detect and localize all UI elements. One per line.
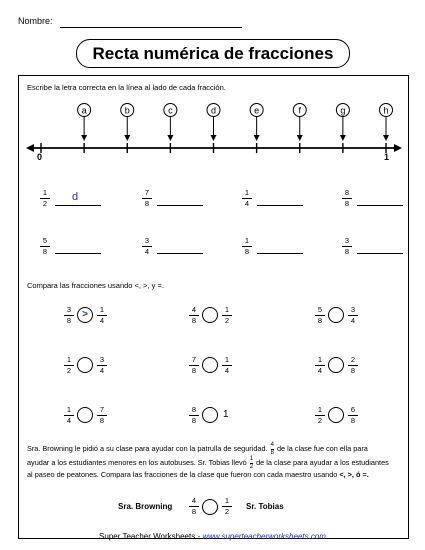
svg-text:g: g: [340, 105, 346, 116]
letter-marker-a: [78, 104, 91, 142]
instruction-2: Compara las fracciones usando <, >, y =.: [27, 281, 164, 290]
left-fraction: 1 2: [315, 405, 325, 425]
wp-text-3: de la clase para ayudar a los estudiantes al paseo de peatones. Compara las fracciones de la clase que fueron con cada maestro usando: [27, 457, 389, 479]
svg-text:h: h: [383, 105, 389, 116]
left-fraction: 8 8: [189, 405, 199, 425]
wp-symbols: <, >, ó =.: [339, 470, 369, 479]
answer-line[interactable]: [357, 205, 403, 206]
compare-circle[interactable]: [202, 307, 218, 323]
svg-text:e: e: [254, 105, 260, 116]
right-fraction: 2 8: [348, 355, 358, 375]
right-fraction: 1 2: [222, 305, 232, 325]
letter-marker-c: [164, 104, 177, 142]
left-fraction: 1 4: [64, 405, 74, 425]
wp-right-fraction: 1 2: [222, 496, 232, 516]
fraction: 3 8: [342, 236, 352, 256]
right-fraction: 1 4: [222, 355, 232, 375]
instruction-1: Escribe la letra correcta en la línea al lado de cada fracción.: [27, 83, 226, 92]
right-teacher: Sr. Tobias: [246, 502, 284, 511]
compare-circle[interactable]: [77, 357, 93, 373]
right-fraction: 7 8: [97, 405, 107, 425]
right-fraction: 1 4: [97, 305, 107, 325]
letter-marker-d: [207, 104, 220, 142]
svg-text:a: a: [81, 105, 87, 116]
left-teacher: Sra. Browning: [118, 502, 173, 511]
answer-line[interactable]: [55, 253, 101, 254]
wp-compare-circle[interactable]: [202, 499, 218, 515]
compare-circle[interactable]: [328, 407, 344, 423]
footer-text: Super Teacher Worksheets -: [99, 532, 203, 541]
answer-line[interactable]: [257, 253, 303, 254]
answer-line[interactable]: [157, 205, 203, 206]
letter-marker-b: [121, 104, 134, 142]
right-fraction: 3 4: [97, 355, 107, 375]
word-problem: [27, 442, 392, 481]
left-fraction: 4 8: [189, 305, 199, 325]
nombre-label: Nombre:: [18, 16, 53, 26]
letter-marker-f: [293, 104, 306, 142]
left-fraction: 3 8: [64, 305, 74, 325]
wp-text-1: Sra. Browning le pidió a su clase para ayudar con la patrulla de seguridad.: [27, 443, 268, 453]
compare-circle[interactable]: >: [77, 307, 93, 323]
fraction: 1 2: [40, 188, 50, 208]
compare-circle[interactable]: [77, 407, 93, 423]
right-fraction: 6 8: [348, 405, 358, 425]
svg-text:d: d: [210, 105, 217, 116]
answer-line[interactable]: [157, 253, 203, 254]
svg-text:f: f: [298, 105, 302, 116]
wp-fraction-2: $\frac{1}{2}$: [249, 456, 254, 470]
number-line-end: 1: [384, 152, 390, 162]
right-whole-number: 1: [223, 409, 229, 420]
fraction: 1 4: [242, 188, 252, 208]
right-fraction: 3 4: [348, 305, 358, 325]
footer: [0, 532, 425, 541]
nombre-line[interactable]: [60, 27, 242, 28]
wp-left-fraction: 4 8: [189, 496, 199, 516]
left-fraction: 5 8: [315, 305, 325, 325]
page-title: Recta numérica de fracciones: [76, 39, 350, 68]
number-line: [0, 95, 425, 165]
footer-url[interactable]: www.superteacherworksheets.com: [202, 532, 326, 541]
compare-circle[interactable]: [202, 357, 218, 373]
answer-line[interactable]: [257, 205, 303, 206]
letter-marker-h: [380, 104, 393, 142]
number-line-start: 0: [37, 152, 43, 162]
compare-circle[interactable]: [328, 307, 344, 323]
fraction: 1 8: [242, 236, 252, 256]
svg-text:c: c: [168, 105, 173, 116]
left-fraction: 1 4: [315, 355, 325, 375]
fraction: 5 8: [40, 236, 50, 256]
svg-text:b: b: [124, 105, 130, 116]
letter-marker-e: [250, 104, 263, 142]
letter-marker-g: [336, 104, 349, 142]
left-fraction: 1 2: [64, 355, 74, 375]
compare-circle[interactable]: [202, 407, 218, 423]
answer-line[interactable]: [357, 253, 403, 254]
fraction: 8 8: [342, 188, 352, 208]
answer-text: d: [72, 191, 79, 203]
wp-fraction-1: $\frac{4}{8}$: [270, 442, 274, 456]
wp-text-2: de la clase fue con ella para ayudar a los estudiantes menores en los autobuses. Sr. Tobias llevó: [27, 443, 368, 467]
compare-circle[interactable]: [328, 357, 344, 373]
fraction: 3 4: [142, 236, 152, 256]
left-fraction: 7 8: [189, 355, 199, 375]
fraction: 7 8: [142, 188, 152, 208]
answer-line[interactable]: [55, 205, 101, 206]
